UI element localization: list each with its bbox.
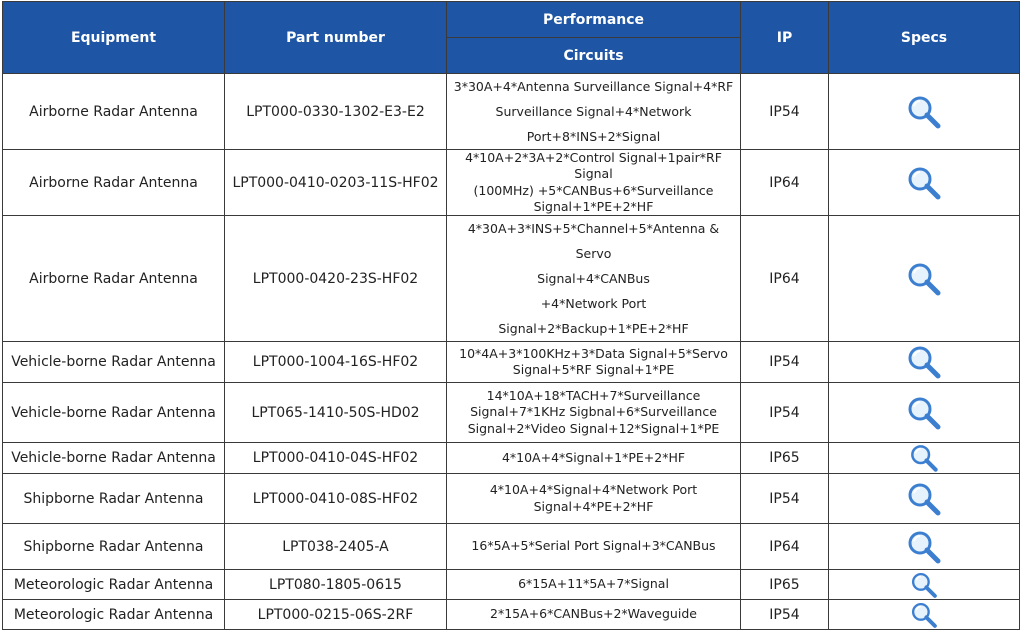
circuits-line: +4*Network Port Signal+2*Backup+1*PE+2*HF [498,296,689,336]
specs-cell [829,150,1020,216]
ip-cell: IP54 [741,342,829,383]
specs-cell [829,524,1020,570]
equipment-cell: Meteorologic Radar Antenna [3,600,225,630]
header-equipment: Equipment [3,2,225,74]
equipment-cell: Airborne Radar Antenna [3,74,225,150]
equipment-cell: Shipborne Radar Antenna [3,524,225,570]
table-row [3,600,1020,630]
magnifier-icon[interactable] [909,443,939,473]
part-number-cell: LPT000-0215-06S-2RF [225,600,447,630]
table-row [3,524,1020,570]
magnifier-icon[interactable] [910,601,938,629]
part-number-cell: LPT000-0410-04S-HF02 [225,443,447,474]
part-number-cell: LPT038-2405-A [225,524,447,570]
table-row [3,383,1020,443]
part-number-cell: LPT000-0410-08S-HF02 [225,474,447,524]
circuits-line: 6*15A+11*5A+7*Signal [518,576,669,592]
table-row [3,74,1020,150]
part-number-cell: LPT065-1410-50S-HD02 [225,383,447,443]
table-row [3,150,1020,216]
header-circuits: Circuits [447,38,741,74]
table-row [3,443,1020,474]
circuits-cell [447,600,741,630]
part-number-cell: LPT080-1805-0615 [225,570,447,600]
circuits-cell [447,150,741,216]
ip-cell: IP64 [741,524,829,570]
circuits-cell [447,474,741,524]
table-row [3,474,1020,524]
ip-cell: IP65 [741,443,829,474]
circuits-line: 4*10A+2*3A+2*Control Signal+1pair*RF Signal [465,150,722,182]
specs-cell [829,600,1020,630]
circuits-cell [447,342,741,383]
equipment-cell: Vehicle-borne Radar Antenna [3,443,225,474]
ip-cell: IP54 [741,74,829,150]
header-performance: Performance [447,2,741,38]
equipment-cell: Airborne Radar Antenna [3,216,225,342]
circuits-cell [447,524,741,570]
header-ip: IP [741,2,829,74]
ip-cell: IP64 [741,216,829,342]
header-part-number: Part number [225,2,447,74]
equipment-cell: Vehicle-borne Radar Antenna [3,383,225,443]
equipment-cell: Shipborne Radar Antenna [3,474,225,524]
circuits-line: 14*10A+18*TACH+7*Surveillance [486,388,701,404]
ip-cell: IP54 [741,600,829,630]
magnifier-icon[interactable] [906,165,942,201]
circuits-cell [447,383,741,443]
circuits-line: Signal+2*Video Signal+12*Signal+1*PE [467,420,720,436]
equipment-cell: Vehicle-borne Radar Antenna [3,342,225,383]
specs-cell [829,383,1020,443]
ip-cell: IP64 [741,150,829,216]
magnifier-icon[interactable] [906,94,942,130]
specs-cell [829,216,1020,342]
circuits-line: Signal+4*PE+2*HF [533,498,654,514]
circuits-line: Signal+1*PE+2*HF [533,198,654,214]
specs-cell [829,474,1020,524]
circuits-line: 10*4A+3*100KHz+3*Data Signal+5*Servo [459,345,728,361]
magnifier-icon[interactable] [906,344,942,380]
circuits-line: Surveillance Signal+4*Network [495,104,692,119]
part-number-cell: LPT000-1004-16S-HF02 [225,342,447,383]
circuits-cell [447,216,741,342]
circuits-line: Signal+4*CANBus [537,271,650,286]
circuits-line: 4*10A+4*Signal+4*Network Port [489,482,698,498]
specs-cell [829,443,1020,474]
table-row [3,216,1020,342]
magnifier-icon[interactable] [906,395,942,431]
circuits-cell [447,74,741,150]
circuits-line: Port+8*INS+2*Signal [526,129,661,144]
part-number-cell: LPT000-0410-0203-11S-HF02 [225,150,447,216]
circuits-line: 4*10A+4*Signal+1*PE+2*HF [501,449,686,465]
part-number-cell: LPT000-0330-1302-E3-E2 [225,74,447,150]
specs-cell [829,342,1020,383]
magnifier-icon[interactable] [906,261,942,297]
ip-cell: IP65 [741,570,829,600]
circuits-line: Signal+7*1KHz Sigbnal+6*Surveillance [470,404,717,420]
circuits-line: Signal+5*RF Signal+1*PE [512,362,675,377]
ip-cell: IP54 [741,383,829,443]
magnifier-icon[interactable] [906,529,942,565]
ip-cell: IP54 [741,474,829,524]
specs-cell [829,74,1020,150]
part-number-cell: LPT000-0420-23S-HF02 [225,216,447,342]
circuits-line: 16*5A+5*Serial Port Signal+3*CANBus [471,538,716,554]
table-row [3,342,1020,383]
equipment-cell: Airborne Radar Antenna [3,150,225,216]
header-specs: Specs [829,2,1020,74]
magnifier-icon[interactable] [906,481,942,517]
products-table [2,1,1020,630]
circuits-line: 3*30A+4*Antenna Surveillance Signal+4*RF [453,79,734,94]
circuits-cell [447,443,741,474]
circuits-line: 4*30A+3*INS+5*Channel+5*Antenna & Servo [467,221,720,261]
equipment-cell: Meteorologic Radar Antenna [3,570,225,600]
circuits-line: 2*15A+6*CANBus+2*Waveguide [490,606,697,622]
circuits-line: (100MHz) +5*CANBus+6*Surveillance [473,182,714,198]
